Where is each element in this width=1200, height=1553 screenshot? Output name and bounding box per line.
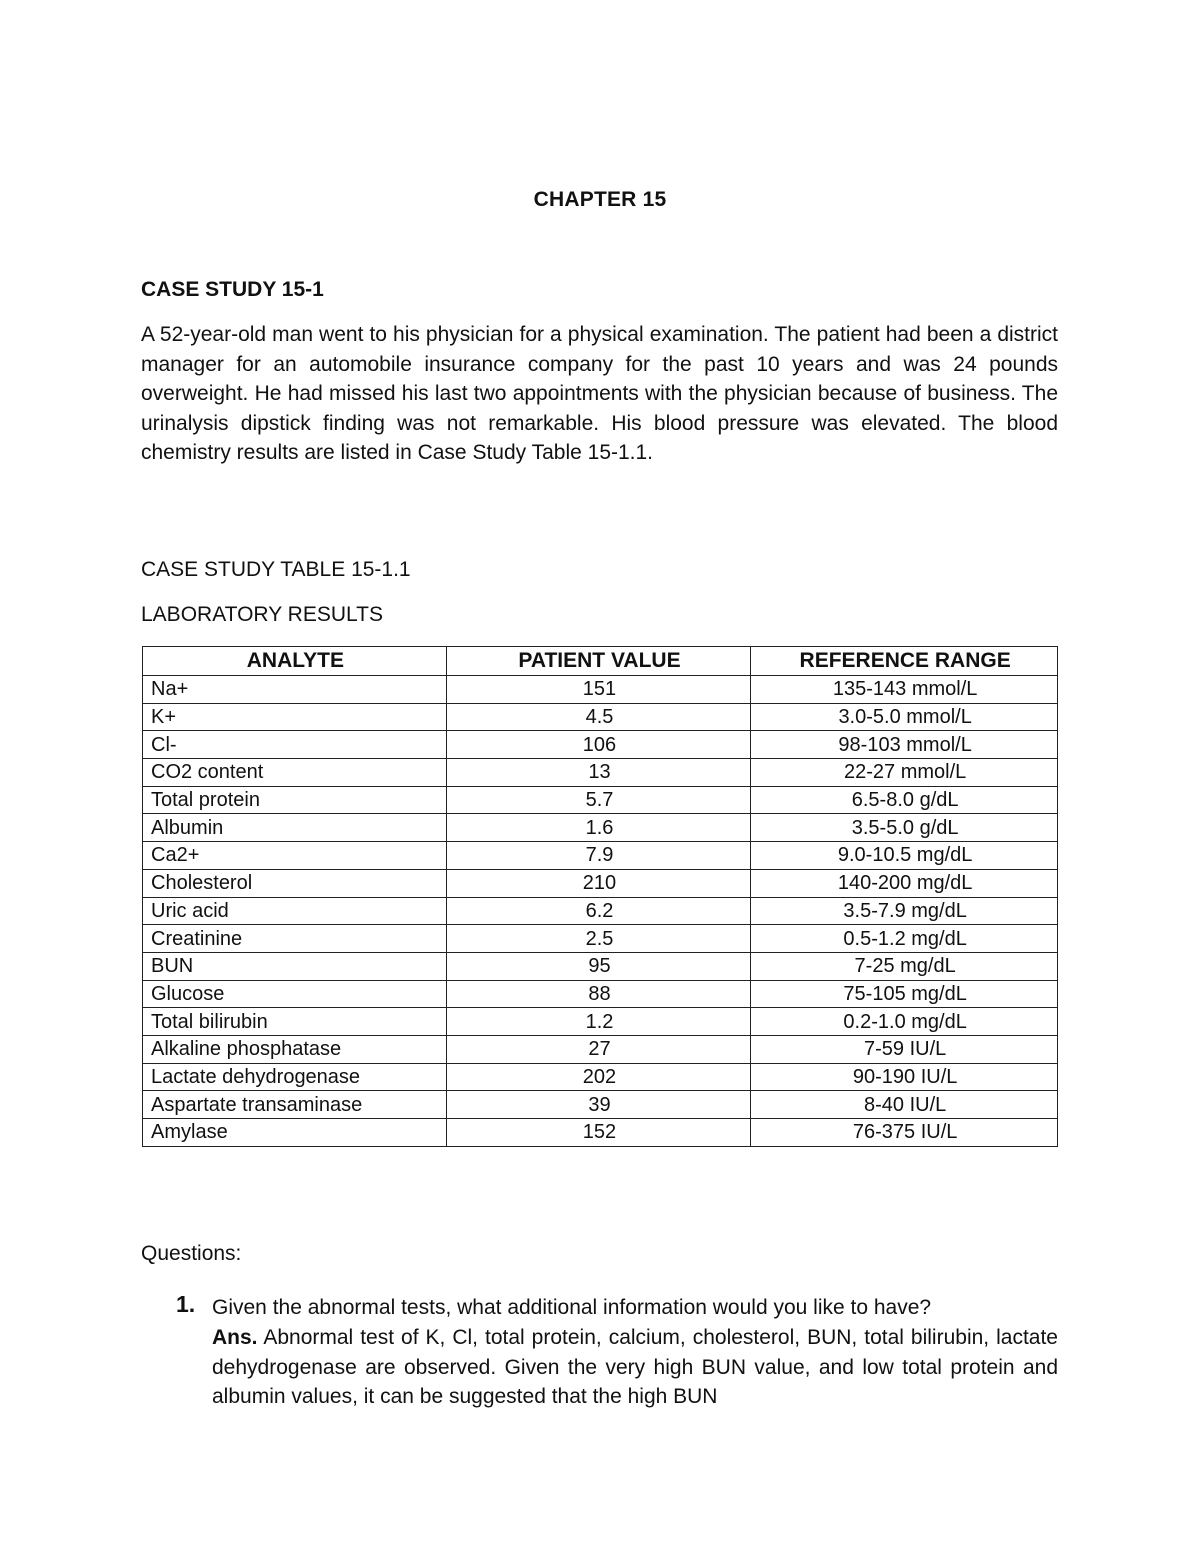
analyte-cell: Na+	[143, 676, 447, 704]
header-analyte: ANALYTE	[143, 647, 447, 676]
reference-range-cell: 3.0-5.0 mmol/L	[751, 703, 1058, 731]
chapter-title: CHAPTER 15	[533, 188, 667, 211]
table-body	[143, 676, 1058, 1147]
analyte-cell: Total bilirubin	[143, 1008, 447, 1036]
analyte-cell: BUN	[143, 952, 447, 980]
table-row	[143, 676, 1058, 704]
table-row	[143, 703, 1058, 731]
reference-range-cell: 8-40 IU/L	[751, 1091, 1058, 1119]
patient-value-cell: 152	[446, 1119, 751, 1147]
table-row	[143, 897, 1058, 925]
analyte-cell: K+	[143, 703, 447, 731]
reference-range-cell: 7-59 IU/L	[751, 1035, 1058, 1063]
patient-value-cell: 4.5	[446, 703, 751, 731]
reference-range-cell: 0.5-1.2 mg/dL	[751, 925, 1058, 953]
table-subcaption: LABORATORY RESULTS	[141, 603, 383, 626]
table-row	[143, 731, 1058, 759]
patient-value-cell: 202	[446, 1063, 751, 1091]
table-row	[143, 1008, 1058, 1036]
reference-range-cell: 0.2-1.0 mg/dL	[751, 1008, 1058, 1036]
analyte-cell: Cholesterol	[143, 869, 447, 897]
header-patient-value: PATIENT VALUE	[446, 647, 751, 676]
table-header	[143, 647, 1058, 676]
patient-value-cell: 6.2	[446, 897, 751, 925]
reference-range-cell: 76-375 IU/L	[751, 1119, 1058, 1147]
reference-range-cell: 98-103 mmol/L	[751, 731, 1058, 759]
patient-value-cell: 13	[446, 759, 751, 787]
reference-range-cell: 75-105 mg/dL	[751, 980, 1058, 1008]
case-study-heading: CASE STUDY 15-1	[141, 278, 324, 301]
reference-range-cell: 22-27 mmol/L	[751, 759, 1058, 787]
patient-value-cell: 210	[446, 869, 751, 897]
table-row	[143, 869, 1058, 897]
table-row	[143, 1035, 1058, 1063]
patient-value-cell: 7.9	[446, 842, 751, 870]
analyte-cell: Glucose	[143, 980, 447, 1008]
table-row	[143, 980, 1058, 1008]
answer-label: Ans.	[212, 1326, 258, 1349]
case-description-paragraph: A 52-year-old man went to his physician for a physical examination. The patient had been a district manager for an automobile insurance company for the past 10 years and was 24 pounds overweight. He had missed his last two appointments with the physician because of business. The urinalysis dipstick finding was not remarkable. His blood pressure was elevated. The blood chemistry results are listed in Case Study Table 15-1.1.	[141, 323, 1058, 464]
question-number: 1.	[176, 1291, 196, 1317]
analyte-cell: Aspartate transaminase	[143, 1091, 447, 1119]
patient-value-cell: 95	[446, 952, 751, 980]
reference-range-cell: 6.5-8.0 g/dL	[751, 786, 1058, 814]
analyte-cell: Uric acid	[143, 897, 447, 925]
reference-range-cell: 9.0-10.5 mg/dL	[751, 842, 1058, 870]
answer-text: Abnormal test of K, Cl, total protein, calcium, cholesterol, BUN, total bilirubin, lactate dehydrogenase are observed. Given the very high BUN value, and low total protein and albumin values, it can be suggested that the high BUN	[212, 1326, 1058, 1408]
table-row	[143, 1119, 1058, 1147]
reference-range-cell: 90-190 IU/L	[751, 1063, 1058, 1091]
patient-value-cell: 5.7	[446, 786, 751, 814]
header-reference-range: REFERENCE RANGE	[751, 647, 1058, 676]
table-row	[143, 814, 1058, 842]
patient-value-cell: 106	[446, 731, 751, 759]
patient-value-cell: 1.2	[446, 1008, 751, 1036]
table-row	[143, 759, 1058, 787]
analyte-cell: CO2 content	[143, 759, 447, 787]
analyte-cell: Albumin	[143, 814, 447, 842]
table-row	[143, 925, 1058, 953]
patient-value-cell: 2.5	[446, 925, 751, 953]
question-text: Given the abnormal tests, what additional information would you like to have?	[212, 1296, 932, 1319]
analyte-cell: Ca2+	[143, 842, 447, 870]
analyte-cell: Creatinine	[143, 925, 447, 953]
analyte-cell: Lactate dehydrogenase	[143, 1063, 447, 1091]
table-row	[143, 786, 1058, 814]
reference-range-cell: 3.5-7.9 mg/dL	[751, 897, 1058, 925]
reference-range-cell: 3.5-5.0 g/dL	[751, 814, 1058, 842]
reference-range-cell: 7-25 mg/dL	[751, 952, 1058, 980]
table-row	[143, 952, 1058, 980]
table-header-row	[143, 647, 1058, 676]
reference-range-cell: 140-200 mg/dL	[751, 869, 1058, 897]
answer-paragraph	[212, 1323, 1058, 1412]
table-row	[143, 842, 1058, 870]
analyte-cell: Alkaline phosphatase	[143, 1035, 447, 1063]
analyte-cell: Total protein	[143, 786, 447, 814]
patient-value-cell: 1.6	[446, 814, 751, 842]
reference-range-cell: 135-143 mmol/L	[751, 676, 1058, 704]
analyte-cell: Cl-	[143, 731, 447, 759]
table-row	[143, 1063, 1058, 1091]
patient-value-cell: 27	[446, 1035, 751, 1063]
laboratory-results-table	[142, 646, 1058, 1147]
table-row	[143, 1091, 1058, 1119]
analyte-cell: Amylase	[143, 1119, 447, 1147]
patient-value-cell: 151	[446, 676, 751, 704]
questions-label: Questions:	[141, 1242, 242, 1265]
patient-value-cell: 39	[446, 1091, 751, 1119]
patient-value-cell: 88	[446, 980, 751, 1008]
table-caption: CASE STUDY TABLE 15-1.1	[141, 558, 411, 581]
